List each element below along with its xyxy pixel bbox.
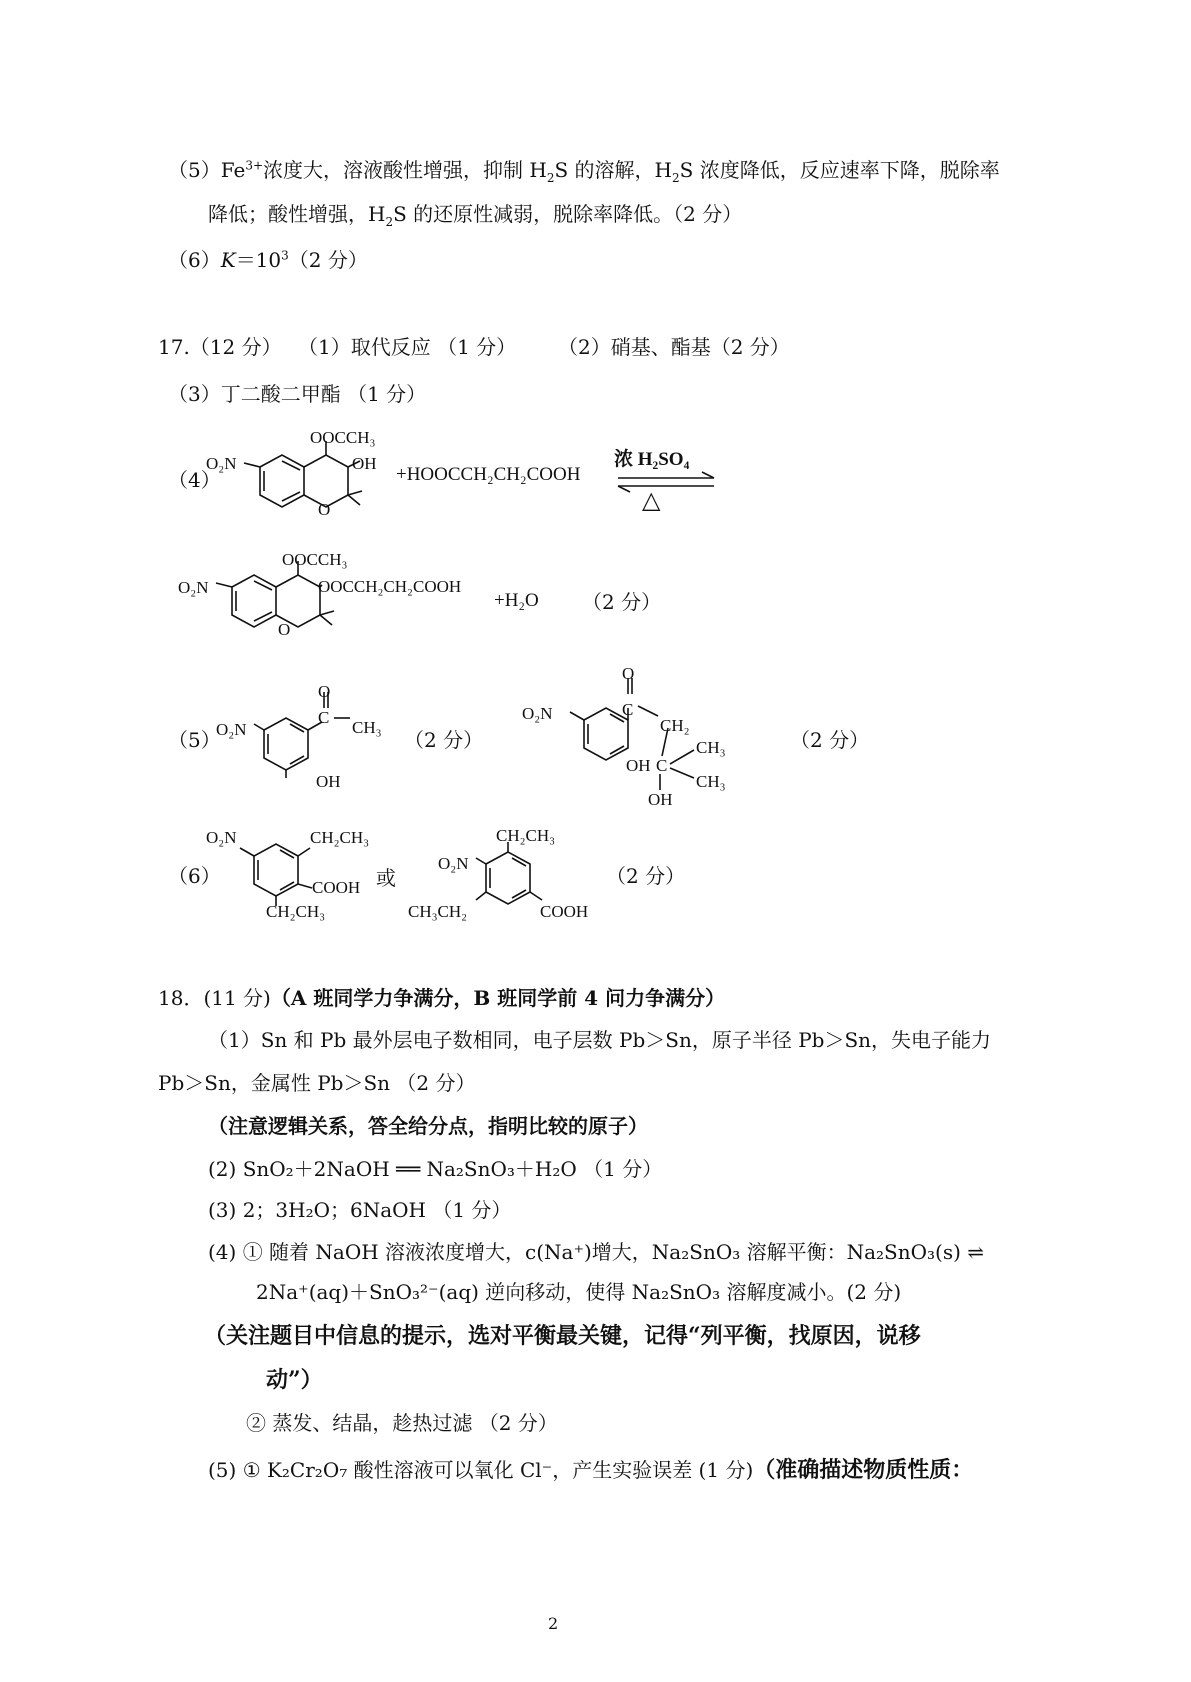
q17-answer-2: （2）硝基、酯基（2 分）	[558, 335, 790, 359]
q17-answer-3: （3）丁二酸二甲酯 （1 分）	[168, 382, 427, 406]
q17-heading: 17.（12 分）	[158, 335, 282, 359]
product-o2n: O₂N	[178, 578, 209, 597]
isomer-a-o2n: O₂N	[206, 828, 237, 847]
q18-note-2-line2: 动”）	[266, 1367, 323, 1393]
hk-ch3-b: CH₃	[696, 772, 726, 791]
q17-answer-6-score: （2 分）	[606, 864, 686, 888]
q16-answer-5-line1: $(5)Fe^{3+}$浓度大，溶液酸性增强，抑制 $H_2S$ 的溶解，$H_2S$ 浓度降低，反应速率下降，脱除率	[168, 158, 1000, 185]
hk-o2n: O₂N	[522, 704, 553, 723]
heat-symbol: △	[642, 488, 661, 514]
product-ooccH3: OOCCH₃	[282, 550, 348, 569]
isomer-b-o2n: O₂N	[438, 854, 469, 873]
acetophenone-o: O	[318, 682, 331, 701]
hk-ch3-a: CH₃	[696, 738, 726, 757]
q18-answer-1-line2: Pb＞Sn，金属性 Pb＞Sn （2 分）	[158, 1071, 476, 1095]
q18-note-1: （注意逻辑关系，答全给分点，指明比较的原子）	[208, 1114, 648, 1138]
acetophenone-c: C	[318, 708, 330, 727]
q17-answer-4-score: （2 分）	[582, 590, 662, 614]
product-ester-chain: OOCCH₂CH₂COOH	[318, 577, 462, 596]
q17-answer-6-or: 或	[376, 866, 396, 890]
hk-oh-tert: OH	[648, 790, 673, 809]
hk-c: C	[622, 700, 634, 719]
isomer-a-cooh: COOH	[312, 878, 361, 897]
q17-answer-5-label: （5）	[168, 728, 221, 752]
isomer-b-cooh: COOH	[540, 902, 589, 921]
q18-note-2-line1: （关注题目中信息的提示，选对平衡最关键，记得“列平衡，找原因，说移	[204, 1323, 921, 1349]
hk-c-tert: C	[656, 756, 668, 775]
isomer-b-ethyl-top: CH₂CH₃	[496, 826, 556, 845]
q18-answer-1-line1: （1）Sn 和 Pb 最外层电子数相同，电子层数 Pb＞Sn，原子半径 Pb＞Sn，失电子能力	[208, 1028, 992, 1052]
reaction-condition: 浓 H₂SO₄	[614, 449, 690, 470]
equilibrium-arrow	[614, 472, 724, 492]
q16-answer-5-line2: 降低；酸性增强，$H_2S$ 的还原性减弱，脱除率降低。（2 分）	[208, 202, 743, 229]
q16-answer-6: $(6)K=10^3(2$ 分）	[168, 248, 368, 272]
q17-answer-5-score-a: （2 分）	[404, 728, 484, 752]
q17-answer-6-label: （6）	[168, 864, 221, 888]
acetophenone-ch3: CH₃	[352, 718, 382, 737]
q17-answer-5-score-b: （2 分）	[790, 728, 870, 752]
product-water: +H₂O	[494, 590, 539, 611]
q18-answer-5: (5) ① K₂Cr₂O₇ 酸性溶液可以氧化 Cl⁻，产生实验误差 (1 分)（准确描述物质性质：	[208, 1457, 974, 1483]
acetophenone-oh: OH	[316, 772, 341, 791]
q18-heading: 18．(11 分)（A 班同学力争满分，B 班同学前 4 问力争满分）	[158, 986, 726, 1010]
reactant-o2n: O₂N	[206, 454, 237, 473]
isomer-a-ethyl-top: CH₂CH₃	[310, 828, 370, 847]
isomer-a-ethyl-bottom: CH₂CH₃	[266, 902, 326, 921]
hk-o: O	[622, 664, 635, 683]
reactant-ring-o: O	[318, 500, 331, 519]
isomer-b-ethyl-left: CH₃CH₂	[408, 902, 468, 921]
q18-answer-4-2: ② 蒸发、结晶，趁热过滤 （2 分）	[246, 1411, 558, 1435]
q18-answer-4-line1: (4) ① 随着 NaOH 溶液浓度增大，c(Na⁺)增大，Na₂SnO₃ 溶解平衡：Na₂SnO₃(s) ⇌	[208, 1240, 985, 1264]
acetophenone-o2n: O₂N	[216, 720, 247, 739]
reactant-ooccH3: OOCCH₃	[310, 428, 376, 447]
q18-answer-3: (3) 2；3H₂O；6NaOH （1 分）	[208, 1198, 512, 1222]
reactant-oh: OH	[352, 454, 377, 473]
acetophenone-structure	[200, 680, 400, 800]
page-number: 2	[548, 1614, 559, 1633]
q18-answer-2: (2) SnO₂＋2NaOH ══ Na₂SnO₃＋H₂O （1 分）	[208, 1157, 663, 1181]
product-ring-o: O	[278, 620, 291, 639]
q18-answer-4-line2: 2Na⁺(aq)＋SnO₃²⁻(aq) 逆向移动，使得 Na₂SnO₃ 溶解度减小。(2 分)	[256, 1280, 902, 1304]
hk-ch2: CH₂	[660, 716, 690, 735]
hk-oh-ring: OH	[626, 756, 651, 775]
q17-answer-1: （1）取代反应 （1 分）	[298, 335, 517, 359]
q17-answer-4-label: （4）	[168, 468, 221, 492]
reagent-succinic-acid: +HOOCCH₂CH₂COOH	[396, 464, 581, 485]
